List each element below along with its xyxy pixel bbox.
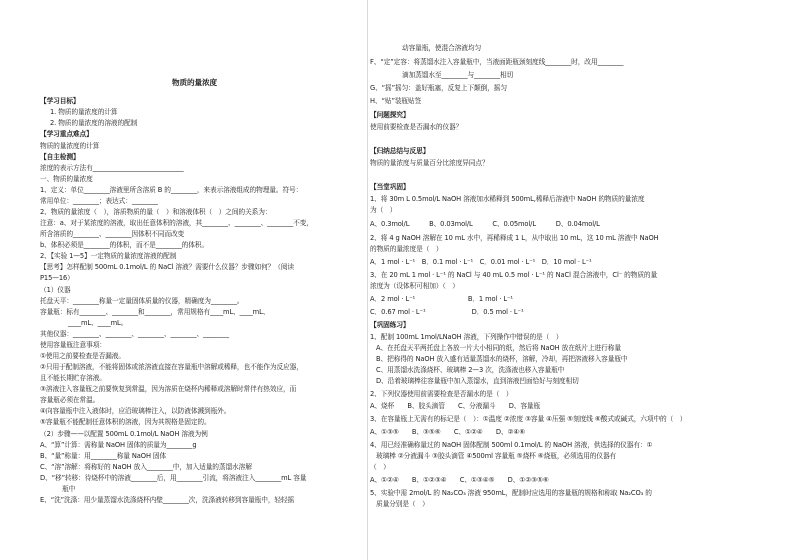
section-heading-objectives: 【学习目标】	[40, 97, 80, 105]
text-line: C、“溶”溶解：将称好的 NaOH 放入________中，加入适量的蒸馏水溶解	[40, 463, 252, 471]
text-line: 使用容量瓶注意事项：	[40, 341, 106, 349]
text-line: ②只用于配制溶液，不能将固体或浓溶液直接在容量瓶中溶解或稀释，也不能作为反应器，	[40, 363, 303, 371]
text-line: ④向容量瓶中注入液体时，应沿玻璃棒注入，以防液体溅到瓶外。	[40, 407, 231, 415]
text-line: 5、实验中需 2mol/L 的 Na₂CO₃ 溶液 950mL，配制时应选用的容量瓶的规格和称取 Na₂CO₃ 的	[370, 489, 652, 497]
text-line: A．2 mol · L⁻¹ B．1 mol · L⁻¹	[370, 295, 513, 303]
text-line: 4、用已经准确称量过的 NaOH 固体配制 500ml 0.1mol/L 的 NaOH 溶液，供选择的仪器有：①	[370, 441, 653, 449]
text-line: 质量分别是（ ）	[376, 500, 429, 508]
text-line: C、用蒸馏水洗涤烧杯、玻璃棒 2—3 次，洗涤液也移入容量瓶中	[376, 366, 565, 374]
column-divider	[367, 0, 368, 560]
text-line: 【思考】怎样配制 500mL 0.1mol/L 的 NaCl 溶液？需要什么仪器？步骤如何？（阅读	[40, 263, 295, 271]
text-line: 物质的量浓度与质量百分比浓度异同点？	[370, 159, 489, 167]
text-line: 容量瓶必须在常温。	[40, 396, 100, 404]
text-line: 所含溶质的________、________因体积不同而改变	[40, 230, 185, 238]
text-line: 为（ ）	[370, 206, 397, 214]
text-line: A、①③⑤ B、③⑤⑥ C、①②④ D、②④⑥	[370, 428, 526, 436]
text-line: A、“算”计算：需称量 NaOH 固体的质量为________g	[40, 441, 197, 449]
text-line: 一、物质的量浓度	[40, 175, 93, 183]
text-line: ____mL、____mL。	[68, 319, 128, 327]
text-line: 2、下列仪器使用前需要检查是否漏水的是（ ）	[370, 390, 513, 398]
text-line: A、在托盘天平两托盘上各放一片大小相同的纸，然后将 NaOH 放在纸片上进行称量	[376, 344, 621, 352]
text-line: 玻璃棒 ②分液漏斗 ③胶头滴管 ④500ml 容量瓶 ⑤烧杯 ⑥烧瓶，必须选用的仪器有	[376, 452, 617, 460]
text-line: 1、配制 100mL 1mol/LNaOH 溶液，下列操作中错误的是（ ）	[370, 333, 563, 341]
text-line: A、0.3mol/L B、0.03mol/L C、0.05mol/L D、0.04mol/L	[370, 220, 600, 228]
text-line: ⑤容量瓶不能配制任意体积的溶液，因为其规格是固定的。	[40, 418, 211, 426]
text-line: G、“摇”摇匀：盖好瓶塞，反复上下颠倒，摇匀	[370, 84, 507, 92]
text-line: B、把称得的 NaOH 放入盛有适量蒸馏水的烧杯，溶解，冷却，再把溶液移入容量瓶中	[376, 355, 628, 363]
text-line: 2、【实验 1—5】一定物质的量浓度溶液的配制	[40, 252, 177, 260]
section-heading-practice: 【巩固练习】	[370, 321, 410, 329]
text-line: 托盘天平：________称量一定量固体质量的仪器，精确度为________。	[40, 297, 244, 305]
section-heading-in-class: 【当堂巩固】	[370, 183, 410, 191]
section-heading-inquiry: 【问题探究】	[370, 111, 410, 119]
text-line: 浓度的表示方法有____________________________	[40, 164, 184, 172]
section-heading-key-points: 【学习重点难点】	[40, 130, 93, 138]
text-line: （1）仪器	[40, 286, 71, 294]
text-line: 注意：a、对于某浓度的溶液，取出任意体积的溶液，其________、________、________不变，	[40, 219, 313, 227]
text-line: E、“洗”洗涤：用少量蒸馏水洗涤烧杯内壁________次，洗涤液转移到容量瓶中，轻轻摇	[40, 496, 295, 504]
text-line: ③溶液注入容量瓶之前要恢复到常温，因为溶质在烧杯内稀释或溶解时常伴有热效应，而	[40, 385, 297, 393]
text-line: 的物质的量浓度是（ ）	[370, 245, 443, 253]
text-line: P15—16）	[40, 274, 74, 282]
text-line: 滴加蒸馏水至________与________相切	[402, 71, 514, 79]
text-line: 浓度为（设体积可相加）（ ）	[370, 282, 459, 290]
text-line: H、“贴”装瓶贴签	[370, 97, 422, 105]
text-line: B、“量”称量：用________称量 NaOH 固体	[40, 452, 167, 460]
text-line: 常用单位：________；表达式：________	[40, 197, 158, 205]
text-line: 其他仪器：________、________、________、________、________	[40, 330, 230, 338]
text-line: D、沿着玻璃棒往容量瓶中加入蒸馏水，直到溶液凹面恰好与刻度相切	[376, 377, 579, 385]
text-line: 1、定义：单位________溶液里所含溶质 B 的________，来表示溶液组成的物理量。符号：	[40, 186, 303, 194]
text-line: 瓶中	[62, 485, 76, 493]
text-line: 2、物质的量浓度（ ），溶质物质的量（ ）和溶液体积（ ）之间的关系为：	[40, 208, 272, 216]
text-line: （2）步骤——以配置 500mL 0.1mol/L NaOH 溶液为例	[40, 430, 208, 438]
text-line: D、“移”转移：待烧杯中的溶液________后，用________引流，将溶液注入________mL 容量	[40, 474, 307, 482]
text-line: 3、在容量瓶上无需有的标记是（ ）：①温度 ②浓度 ③容量 ④压强 ⑤刻度线 ⑥酸式或碱式，六项中的（ ）	[370, 415, 687, 423]
text-line: （ ）	[370, 463, 390, 471]
text-line: A、烧杯 B、胶头滴管 C、分液漏斗 D、容量瓶	[370, 402, 541, 410]
text-line: 物质的量浓度的计算	[40, 142, 100, 150]
text-line: 3、在 20 mL 1 mol · L⁻¹ 的 NaCl 与 40 mL 0.5 mol · L⁻¹ 的 NaCl 混合溶液中，Cl⁻ 的物质的量	[370, 271, 658, 279]
document-title: 物质的量浓度	[172, 78, 217, 87]
text-line: 容量瓶：标有________、________和________，常用规格有____mL、____mL、	[40, 308, 270, 316]
section-heading-summary: 【归纳总结与反思】	[370, 147, 430, 155]
text-line: C．0.67 mol · L⁻¹ D．0.5 mol · L⁻¹	[370, 308, 524, 316]
text-line: b、体积必须是________的体积，而不是________的体积。	[40, 241, 209, 249]
text-line: A．1 mol · L⁻¹ B．0.1 mol · L⁻¹ C．0.01 mol · L⁻¹ D．10 mol · L⁻¹	[370, 258, 592, 266]
text-line: F、“定”定容：将蒸馏水注入容量瓶中，当液面距瓶颈刻度线________时，改用________	[370, 58, 624, 66]
text-line: 动容量瓶，使混合溶液均匀	[402, 44, 482, 52]
objective-item: 2. 物质的量浓度的溶液的配制	[50, 119, 138, 127]
text-line: 1、将 30m L 0.5mol/L NaOH 溶液加水稀释到 500mL,稀释后溶液中 NaOH 的物质的量浓度	[370, 195, 645, 203]
text-line: 2、将 4 g NaOH 溶解在 10 mL 水中，再稀释成 1 L，从中取出 10 mL，这 10 mL 溶液中 NaOH	[370, 234, 659, 242]
section-heading-self-check: 【自主检测】	[40, 153, 80, 161]
text-line: A、①②④ B、①②③④ C、①③④⑤ D、①②③⑤⑥	[370, 476, 549, 484]
text-line: 且不能长期贮存溶液。	[40, 374, 106, 382]
text-line: ①使用之前要检查是否漏液。	[40, 352, 125, 360]
objective-item: 1. 物质的量浓度的计算	[50, 108, 118, 116]
text-line: 使用前要检查是否漏水的仪器？	[370, 123, 463, 131]
